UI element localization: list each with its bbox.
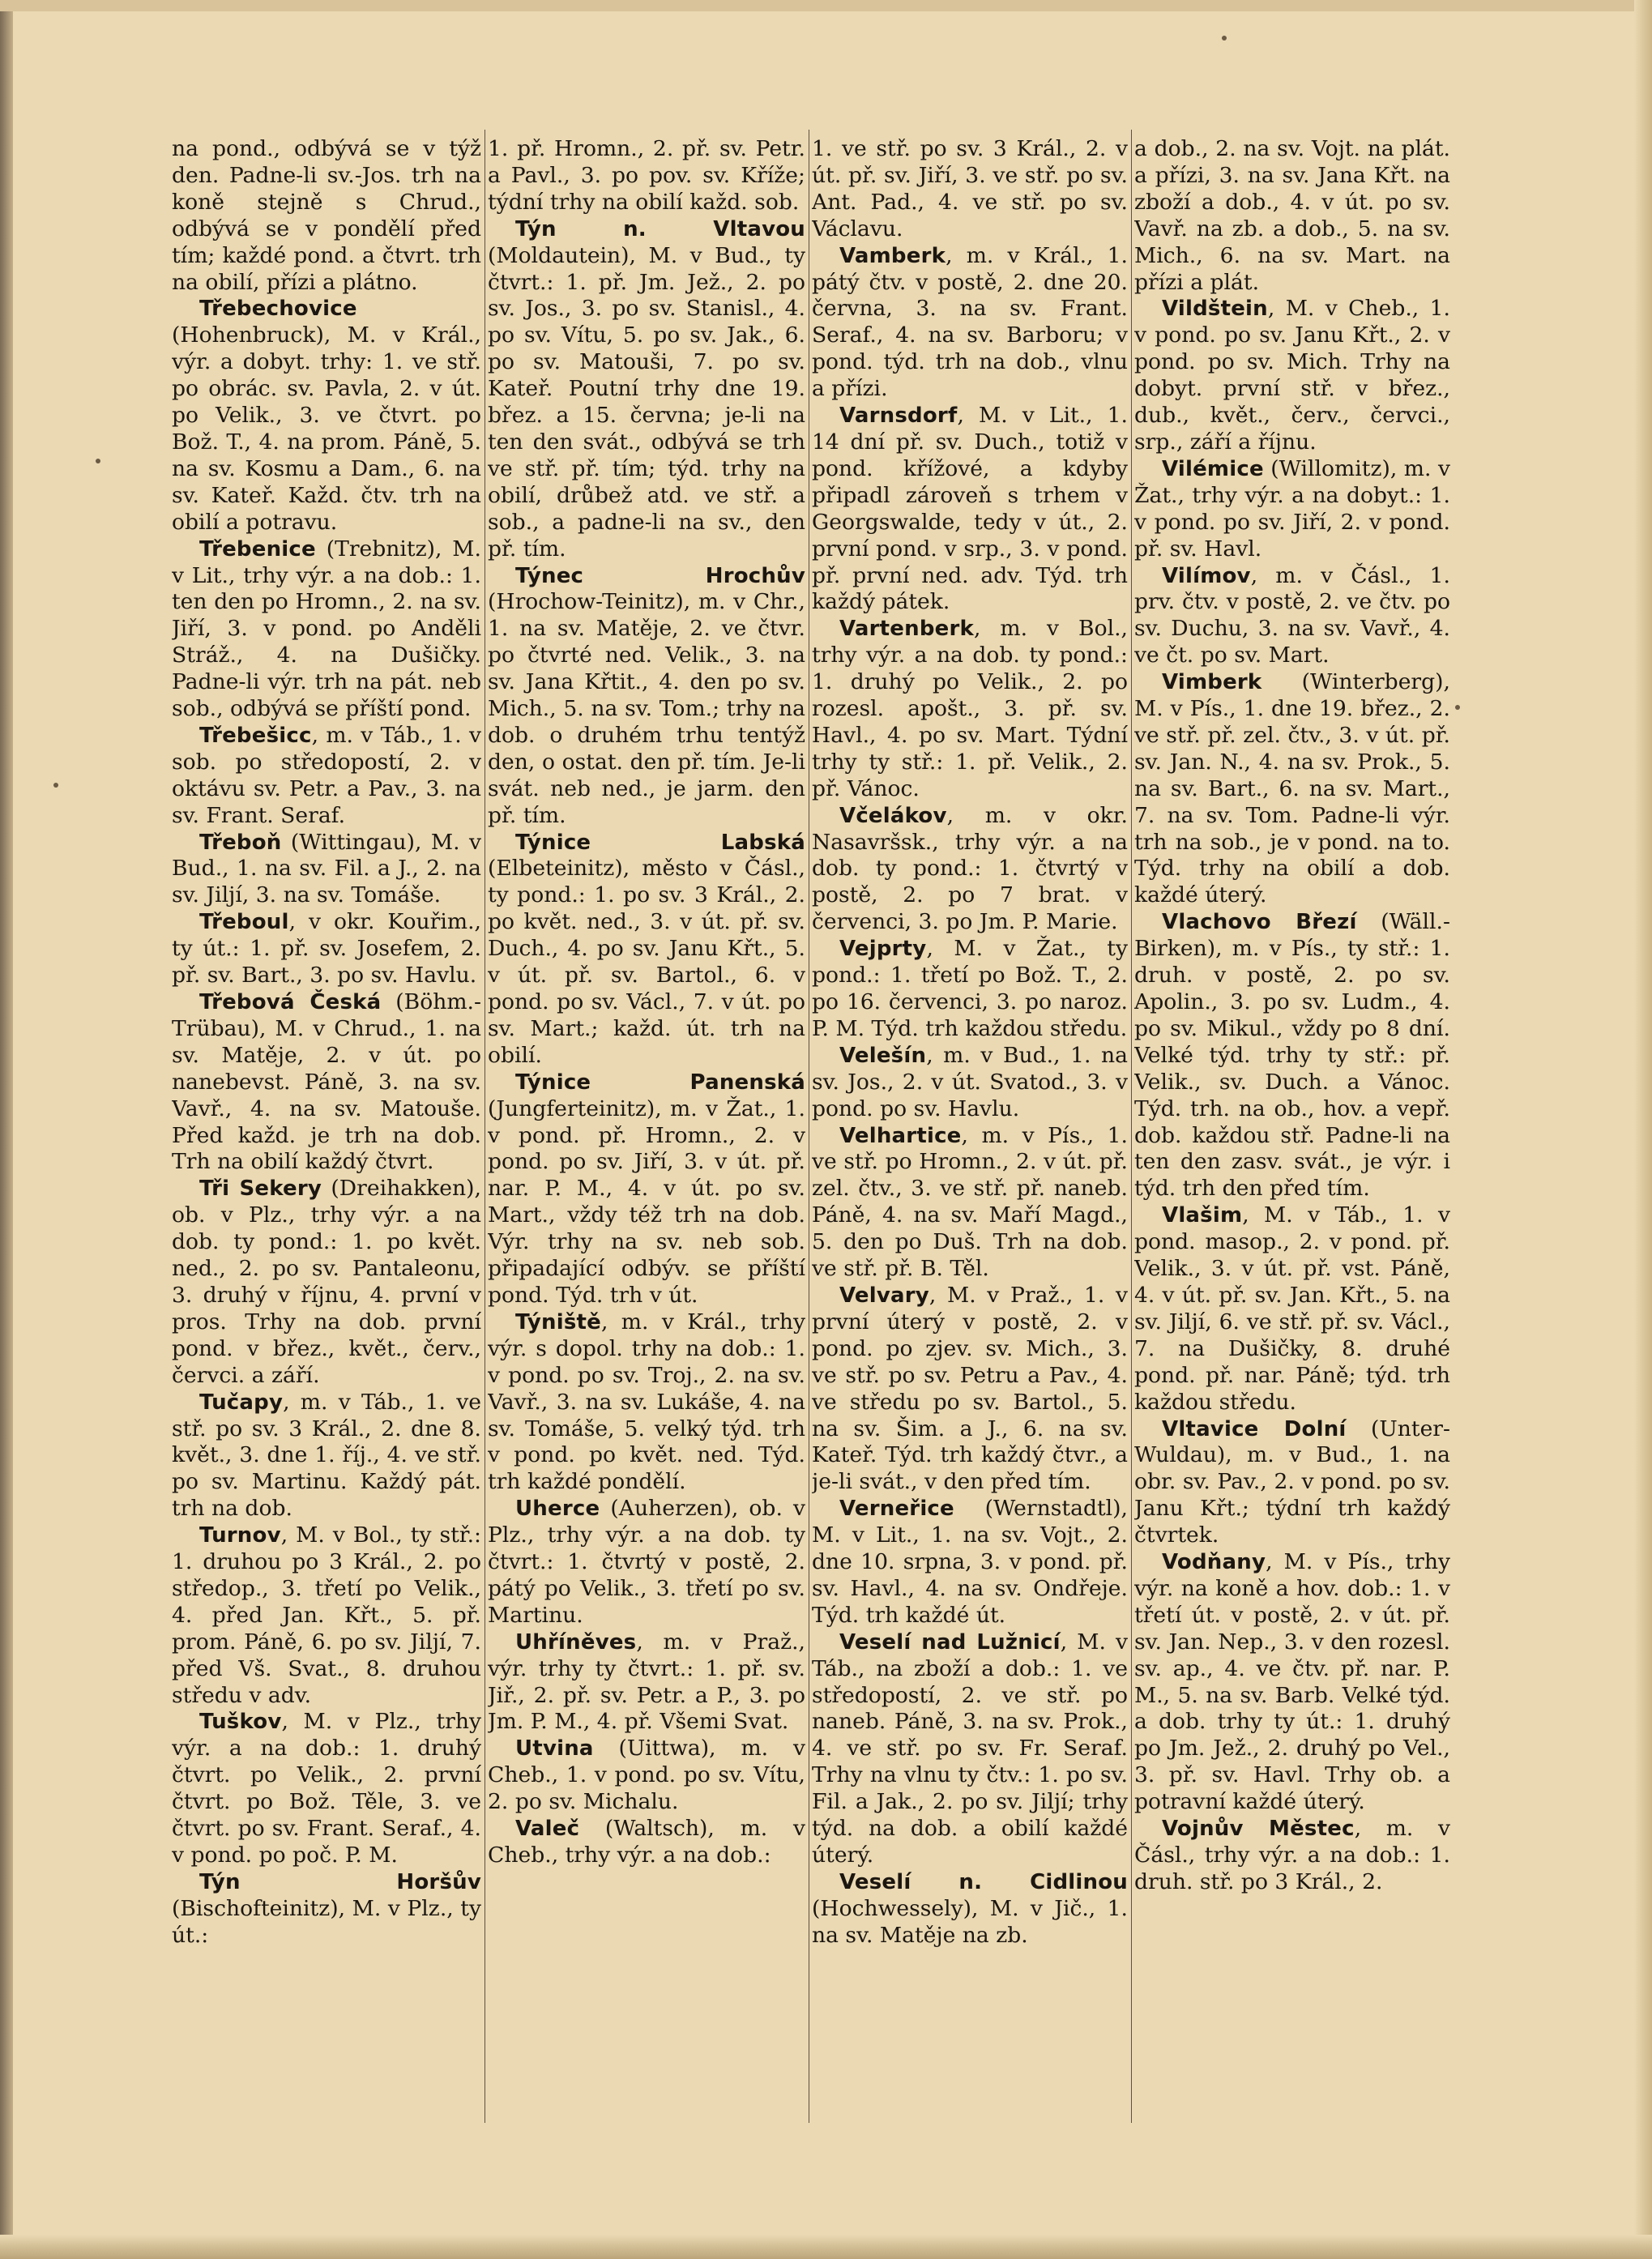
entry-text: , m. v Bol., trhy výr. a na dob. ty pond.: 1. druhý po Velik., 2. po rozesl. apošt., 3. př. sv. Havl., 4. po sv. Mart. Týdní trhy ty stř.: 1. př. Velik., 2. př. Vánoc. [812,616,1128,801]
market-entry [812,616,1128,802]
town-name: Vojnův Městec [1162,1817,1355,1842]
text-column-3 [812,136,1128,2113]
entry-text: (Trebnitz), M. v Lit., trhy výr. a na dob.: 1. ten den po Hromn., 2. na sv. Jiří, 3. v pond. po Anděli Stráž., 4. na Dušičky. Padne-li výr. trh na pát. neb sob., odbývá se příští pond. [172,536,481,722]
page-binding-shadow [0,0,13,2259]
market-entry [1134,1549,1450,1816]
entry-text: (Auherzen), ob. v Plz., trhy výr. a na dob. ty čtvrt.: 1. čtvrtý v postě, 2. pátý po Velik., 3. třetí po sv. Martinu. [488,1496,805,1628]
market-entry [172,1869,481,1949]
market-entry [172,989,481,1176]
town-name: Vlašim [1162,1203,1243,1228]
entry-text: (Waltsch), m. v Cheb., trhy výr. a na dob.: [488,1816,805,1868]
entry-text: , M. v Lit., 1. 14 dní př. sv. Duch., totiž v pond. křížové, a kdyby připadl zároveň s trhem v Georgswalde, tedy v út., 2. první pond. v srp., 3. v pond. př. první ned. adv. Týd. trh každý pátek. [812,403,1128,615]
town-name: Týniště [515,1309,601,1334]
entry-text: (Dreihakken), ob. v Plz., trhy výr. a na dob. ty pond.: 1. po květ. ned., 2. po sv. Pantaleonu, 3. druhý v říjnu, 4. první v pros. Trhy na dob. první pond. v břez., květ., červ., červci. a září. [172,1176,481,1388]
town-name: Varnsdorf [839,404,958,429]
market-entry [172,536,481,723]
market-entry [172,830,481,910]
text-column-4 [1134,136,1450,2113]
entry-text: , m. v Bud., 1. na sv. Jos., 2. v út. Svatod., 3. v pond. po sv. Havlu. [812,1042,1128,1121]
entry-text: , m. v Táb., 1. ve stř. po sv. 3 Král., 2. dne 8. květ., 3. dne 1. říj., 4. ve stř. po sv. Martinu. Každý pát. trh na dob. [172,1389,481,1522]
town-name: Týnec Hrochův [515,563,805,588]
market-entry [812,803,1128,937]
entry-text: , m. v okr. Nasavršsk., trhy výr. a na dob. ty pond.: 1. čtvrtý v postě, 2. po 7 brat. v červenci, 3. po Jm. P. Marie. [812,802,1128,935]
town-name: Vodňany [1162,1550,1266,1575]
town-name: Třebenice [199,536,316,562]
entry-text: (Bischofteinitz), M. v Plz., ty út.: [172,1895,481,1948]
market-entry [812,1123,1128,1283]
town-name: Týn Horšův [199,1869,481,1894]
page-top-edge [0,0,1652,11]
town-name: Turnov [199,1523,281,1548]
town-name: Tučapy [199,1390,284,1415]
market-entry [812,136,1128,243]
market-entry [812,1869,1128,1949]
town-name: Třebová Česká [199,990,382,1014]
town-name: Veselí n. Cidlinou [839,1869,1128,1894]
entry-text: , M. v Pís., trhy výr. na koně a hov. dob.: 1. v třetí út. v postě, 2. v út. př. sv. Jan. Nep., 3. v den rozesl. sv. ap., 4. ve čtv. př. nar. P. M., 5. na sv. Barb. Velké týd. a dob. trhy ty út.: 1. druhý po Jm. Jež., 2. druhý po Vel., 3. př. sv. Havl. Trhy ob. a potravní každé úterý. [1134,1549,1450,1815]
entry-text: (Hochwessely), M. v Jič., 1. na sv. Matěje na zb. [812,1895,1128,1948]
entry-text: (Hrochow-Teinitz), m. v Chr., 1. na sv. Matěje, 2. ve čtvr. po čtvrté ned. Velik., 3. na sv. Jana Křtit., 4. den po sv. Mich., 5. na sv. Tom.; trhy na dob. o druhém trhu tentýž den, o ostat. den př. tím. Je-li svát. neb ned., je jarm. den př. tím. [488,589,805,828]
market-entry [172,296,481,536]
entry-text: , M. v Bol., ty stř.: 1. druhou po 3 Král., 2. po středop., 3. třetí po Velik., 4. před Jan. Křt., 5. př. prom. Páně, 6. po sv. Jiljí, 7. před Vš. Svat., 8. druhou středu v adv. [172,1522,481,1708]
town-name: Vilímov [1162,563,1251,588]
entry-text: (Winterberg), M. v Pís., 1. dne 19. břez., 2. ve stř. př. zel. čtv., 3. v út. př. sv. Jan. N., 4. na sv. Prok., 5. na sv. Bart., 6. na sv. Mart., 7. na sv. Tom. Padne-li výr. trh na sob., je v pond. na to. Týd. trhy na obilí a dob. každé úterý. [1134,669,1450,908]
market-entry [812,1496,1128,1629]
market-entry [172,909,481,989]
market-entry [488,136,805,216]
market-entry [1134,1202,1450,1416]
town-name: Velešín [839,1043,927,1068]
entry-text: (Elbeteinitz), město v Čásl., ty pond.: 1. po sv. 3 Král., 2. po květ. ned., 3. v út. př. sv. Duch., 4. po sv. Janu Křt., 5. v út. př. sv. Bartol., 6. v pond. po sv. Václ., 7. v út. po sv. Mart.; každ. út. trh na obilí. [488,856,805,1068]
town-name: Velvary [839,1283,929,1308]
town-name: Třebešicc [199,723,312,748]
town-name: Vamberk [839,243,946,268]
entry-text: , m. v Král., trhy výr. s dopol. trhy na dob.: 1. v pond. po sv. Troj., 2. na sv. Vavř., 3. na sv. Lukáše, 4. na sv. Tomáše, 5. velký týd. trh v pond. po květ. ned. Týd. trh každé pondělí. [488,1309,805,1495]
town-name: Vartenberk [839,617,974,642]
town-name: Valeč [515,1817,580,1842]
market-entry [488,563,805,830]
market-entry [812,1629,1128,1869]
market-entry [1134,563,1450,670]
town-name: Vilémice [1162,456,1264,481]
entry-text: 1. př. Hromn., 2. př. sv. Petr. a Pavl., 3. po pov. sv. Kříže; týdní trhy na obilí každ. sob. [488,136,805,215]
entry-text: , m. v Praž., výr. trhy ty čtvrt.: 1. př. sv. Jiř., 2. př. sv. Petr. a P., 3. po Jm. P. M., 4. př. Všemi Svat. [488,1629,805,1735]
entry-text: , m. v Táb., 1. v sob. po středopostí, 2. v oktávu sv. Petr. a Pav., 3. na sv. Frant. Seraf. [172,722,481,828]
market-entry [172,1709,481,1868]
market-entry [488,830,805,1070]
entry-text: , v okr. Kouřim., ty út.: 1. př. sv. Josefem, 2. př. sv. Bart., 3. po sv. Havlu. [172,909,481,989]
entry-text: (Moldauteіn), M. v Bud., ty čtvrt.: 1. př. Jm. Jež., 2. po sv. Jos., 3. po sv. Stanisl., 4. po sv. Vítu, 5. po sv. Jak., 6. po sv. Matouši, 7. po sv. Kateř. Poutní trhy dne 19. břez. a 15. června; je-li na ten den svát., odbývá se trh ve stř. př. tím; týd. trhy na obilí, drůbež atd. ve stř. a sob., a padne-li na sv., den př. tím. [488,242,805,562]
entry-text: , M. v Plz., trhy výr. a na dob.: 1. druhý čtvrt. po Velik., 2. první čtvrt. po Bož. Těle, 3. ve čtvrt. po sv. Frant. Seraf., 4. v pond. po poč. P. M. [172,1709,481,1868]
market-entry [812,936,1128,1043]
entry-text: a dob., 2. na sv. Vojt. na plát. a přízi, 3. na sv. Jana Křt. na zboží a dob., 4. v út. po sv. Vavř. na zb. a dob., 5. na sv. Mich., 6. na sv. Mart. na přízi a plát. [1134,136,1450,295]
entry-text: (Wittingau), M. v Bud., 1. na sv. Fil. a J., 2. na sv. Jiljí, 3. na sv. Tomáše. [172,829,481,908]
entry-text: , M. v Táb., 1. v pond. masop., 2. v pond. př. Velik., 3. v út. př. vst. Páně, 4. v út. př. sv. Jan. Křt., 5. na sv. Jiljí, 6. ve stř. př. sv. Václ., 7. na Dušičky, 8. druhé pond. př. nar. Páně; týd. trh každou středu. [1134,1202,1450,1415]
market-entry [488,1070,805,1309]
entry-text: , m. v Král., 1. pátý čtv. v postě, 2. dne 20. června, 3. na sv. Frant. Seraf., 4. na sv. Barboru; v pond. týd. trh na dob., vlnu a přízi. [812,242,1128,402]
entry-text: 1. ve stř. po sv. 3 Král., 2. v út. př. sv. Jiří, 3. ve stř. po sv. Ant. Pad., 4. ve stř. po sv. Václavu. [812,136,1128,241]
entry-text: (Willomitz), m. v Žat., trhy výr. a na dobyt.: 1. v pond. po sv. Jiří, 2. v pond. př. sv. Havl. [1134,455,1450,562]
entry-text: , m. v Pís., 1. ve stř. po Hromn., 2. v út. př. zel. čtv., 3. ve stř. př. naneb. Páně, 4. na sv. Maří Magd., 5. den po Duš. Trh na dob. ve stř. př. B. Těl. [812,1122,1128,1282]
page-bottom-edge [0,2235,1652,2259]
entry-text: , m. v Čásl., 1. prv. čtv. v postě, 2. ve čtv. po sv. Duchu, 3. na sv. Vavř., 4. ve čt. po sv. Mart. [1134,562,1450,668]
town-name: Velhartice [839,1123,962,1148]
town-name: Vimberk [1162,670,1262,695]
entry-text: , M. v Žat., ty pond.: 1. třetí po Bož. T., 2. po 16. červenci, 3. po naroz. P. M. Týd. trh každou středu. [812,936,1128,1041]
town-name: Vildštein [1162,297,1268,322]
town-name: Třeboň [199,830,282,855]
town-name: Verneřice [839,1497,954,1522]
market-entry [1134,136,1450,296]
entry-text: , M. v Táb., na zboží a dob.: 1. ve středopostí, 2. ve stř. po naneb. Páně, 3. na sv. Prok., 4. ve stř. po sv. Fr. Seraf. Trhy na vlnu ty čtv.: 1. po sv. Fil. a Jak., 2. po sv. Jiljí; trhy týd. na dob. a obilí každé úterý. [812,1629,1128,1868]
market-entry [172,1176,481,1389]
market-entry [1134,1816,1450,1896]
market-entry [488,216,805,563]
entry-text: (Wernstadtl), M. v Lit., 1. na sv. Vojt., 2. dne 10. srpna, 3. v pond. př. sv. Havl., 4. na sv. Ondřeje. Týd. trh každé út. [812,1496,1128,1628]
entry-text: (Wäll.-Birken), m. v Pís., ty stř.: 1. druh. v postě, 2. po sv. Apolin., 3. po sv. Ludm., 4. po sv. Mikul., vždy po 8 dní. Velké týd. trhy ty stř.: př. Velik., sv. Duch. a Vánoc. Týd. trh. na ob., hov. a vepř. dob. každou stř. Padne-li na ten den zasv. svát., je výr. i týd. trh den před tím. [1134,909,1450,1202]
market-entry [1134,1416,1450,1550]
page-right-edge [1634,0,1652,2259]
entry-text: (Unter-Wuldau), m. v Bud., 1. na obr. sv. Pav., 2. v pond. po sv. Janu Křt.; týdní trh každý čtvrtek. [1134,1416,1450,1548]
paper-speck [1222,36,1227,41]
market-entry [1134,456,1450,563]
town-name: Uhříněves [515,1629,637,1655]
paper-speck [1455,705,1460,710]
market-entry [172,136,481,296]
town-name: Třebechovice [199,297,357,322]
market-entry [172,1390,481,1523]
market-entry [1134,296,1450,455]
market-entry [812,403,1128,616]
town-name: Třeboul [199,910,289,935]
town-name: Vlachovo Březí [1162,910,1357,935]
entry-text: (Hohenbruck), M. v Král., výr. a dobyt. trhy: 1. ve stř. po obrác. sv. Pavla, 2. v út. po Velik., 3. ve čtvrt. po Bož. T., 4. na prom. Páně, 5. na sv. Kosmu a Dam., 6. na sv. Kateř. Každ. čtv. trh na obilí a potravu. [172,322,481,535]
entry-text: , m. v Čásl., trhy výr. a na dob.: 1. druh. stř. po 3 Král., 2. [1134,1816,1450,1894]
market-entry [488,1816,805,1869]
entry-text: , M. v Cheb., 1. v pond. po sv. Janu Křt., 2. v pond. po sv. Mich. Trhy na dobyt. první stř. v břez., dub., květ., červ., červci., srp., září a říjnu. [1134,296,1450,455]
entry-text: na pond., odbývá se v týž den. Padne-li sv.-Jos. trh na koně stejně s Chrud., odbývá se v pondělí před tím; každé pond. a čtvrt. trh na obilí, přízi a plátno. [172,136,481,295]
town-name: Včelákov [839,803,947,828]
town-name: Týnice Labská [515,830,805,855]
market-entry [1134,669,1450,909]
entry-text: (Böhm.-Trübau), M. v Chrud., 1. na sv. Matěje, 2. v út. po nanebevst. Páně, 3. na sv. Vavř., 4. na sv. Matouše. Před každ. je trh na dob. Trh na obilí každý čtvrt. [172,989,481,1175]
town-name: Veselí nad Lužnicí [839,1629,1061,1655]
market-entry [488,1309,805,1496]
market-entry [812,243,1128,403]
town-name: Týnice Panenská [515,1070,805,1095]
paper-speck [53,783,58,788]
market-entry [812,1043,1128,1123]
market-entry [1134,909,1450,1202]
entry-text: (Uittwa), m. v Cheb., 1. v pond. po sv. Vítu, 2. po sv. Michalu. [488,1736,805,1815]
town-name: Utvina [515,1736,594,1762]
text-column-1 [172,136,481,2113]
market-entry [488,1629,805,1736]
market-entry [172,723,481,830]
entry-text: , M. v Praž., 1. v první úterý v postě, 2. v pond. po zjev. sv. Mich., 3. ve stř. po sv. Petru a Pav., 4. ve středu po sv. Bartol., 5. na sv. Šim. a J., 6. na sv. Kateř. Týd. trh každý čtvr., a je-li svát., v den před tím. [812,1282,1128,1495]
paper-speck [96,459,100,463]
town-name: Uherce [515,1497,600,1522]
entry-text: (Jungferteinitz), m. v Žat., 1. v pond. př. Hromn., 2. v pond. po sv. Jiří, 3. v út. př. nar. P. M., 4. v út. po sv. Mart., vždy též trh na dob. Výr. trhy na sv. neb sob. připadající odbýv. se příští pond. Týd. trh v út. [488,1095,805,1308]
column-rule [1131,130,1132,2123]
town-name: Vltavice Dolní [1162,1416,1347,1441]
town-name: Vejprty [839,937,927,962]
market-entry [488,1736,805,1816]
text-column-2 [488,136,805,2113]
market-entry [488,1496,805,1629]
town-name: Tuškov [199,1710,282,1735]
market-entry [172,1522,481,1709]
market-entry [812,1283,1128,1496]
town-name: Týn n. Vltavou [515,216,805,241]
town-name: Tři Sekery [199,1176,322,1202]
